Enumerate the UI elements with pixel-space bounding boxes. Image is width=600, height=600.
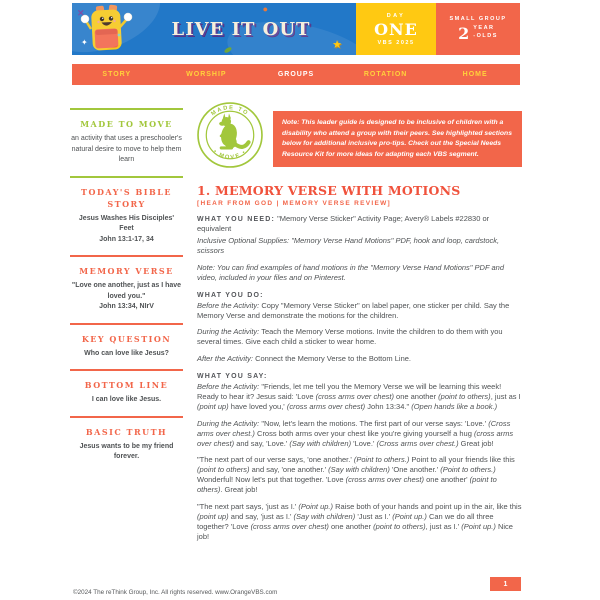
scripture-reference: John 13:34, NIrV: [99, 303, 154, 310]
do-during-paragraph: [197, 327, 522, 347]
made-to-move-kangaroo-badge-icon: [197, 102, 263, 168]
page-number-badge: 1: [490, 577, 521, 591]
do-after-paragraph: [197, 354, 522, 364]
day-label: DAY: [386, 12, 406, 19]
paragraph-text: Teach the Memory Verse motions. Invite the children to do them with you several times. Give each child a sticker to wear home.: [197, 327, 503, 347]
paragraph-lead: During the Activity:: [197, 327, 260, 337]
say-before-paragraph: [197, 382, 522, 412]
nav-bar: [72, 64, 520, 85]
say-just-as-i-paragraph: [197, 502, 522, 542]
activity-subtitle: [HEAR FROM GOD | MEMORY VERSE REVIEW]: [197, 200, 392, 207]
section-heading: BOTTOM LINE: [84, 380, 169, 390]
paragraph-text: Connect the Memory Verse to the Bottom Line.: [253, 354, 411, 364]
paragraph-lead: During the Activity:: [197, 418, 260, 428]
sidebar-section-key-question: [70, 325, 183, 370]
section-heading: KEY QUESTION: [81, 333, 172, 344]
scripture-reference: John 13:1-17, 34: [99, 235, 154, 243]
svg-text:• MOVE •: • MOVE •: [211, 148, 249, 161]
vbs-year-label: VBS 2025: [377, 39, 415, 46]
what-you-say-label: WHAT YOU SAY:: [197, 373, 268, 381]
paragraph-lead: After the Activity:: [197, 354, 253, 364]
section-heading: MEMORY VERSE: [79, 266, 174, 276]
paragraph-lead: Before the Activity:: [197, 300, 260, 310]
section-heading: BASIC TRUTH: [85, 426, 168, 437]
nav-tab-home[interactable]: HOME: [462, 71, 488, 78]
small-group-badge: [436, 3, 520, 55]
age-line2: -OLDS: [473, 33, 498, 39]
sidebar-section-made-to-move: [70, 110, 183, 176]
section-heading: MADE TO MOVE: [80, 119, 173, 129]
what-you-do-label: WHAT YOU DO:: [197, 291, 264, 299]
paragraph-text: Copy "Memory Verse Sticker" on label paper, one sticker per child. Say the Memory Verse and demonstrate the motions for the children.: [197, 300, 510, 320]
header-banner: [72, 3, 520, 55]
kangaroo-icon: [219, 113, 249, 149]
day-badge: [356, 3, 436, 55]
logo-title: LIVE IT OUT: [171, 18, 311, 40]
sidebar-section-bible-story: [70, 178, 183, 256]
hand-motions-note: Note: You can find examples of hand motions in the "Memory Verse Hand Motions" PDF and video, included in your files and on Pinterest.: [197, 262, 505, 282]
say-one-another-paragraph: [197, 455, 522, 495]
section-body: Who can love like Jesus?: [84, 349, 169, 357]
age-number: 2: [458, 23, 470, 43]
day-value: ONE: [374, 19, 418, 39]
paragraph-text: "The next part says, 'just as I.' (Point up.) Raise both of your hands and point up in the air, like this (point up) and say, 'just as I.' (Say with children) 'Just as I.' (Point up.) Can we do all three together? 'Love (cross arms over chest) one another (point to others), just as I.' (Point up.) Nice job!: [197, 502, 522, 541]
paragraph-text: "The next part of our verse says, 'one another.' (Point to others.) Point to all your friends like this (point to others) and say, 'one another.' (Say with children) 'One another.' (Point to others.) Wonderful! Now let's put that together. 'Love (cross arms over chest) one another' (point to others). Great job!: [197, 455, 515, 495]
logo-banner: [72, 3, 356, 55]
sidebar: [70, 108, 183, 473]
do-before-paragraph: [197, 301, 522, 321]
paragraph-lead: Before the Activity:: [197, 382, 260, 392]
what-you-need-label: WHAT YOU NEED:: [197, 216, 275, 223]
star-icon: ★: [332, 39, 342, 51]
small-group-label: SMALL GROUP: [449, 15, 507, 22]
nav-tab-groups[interactable]: GROUPS: [277, 71, 315, 78]
main-content: [197, 102, 522, 542]
section-heading: TODAY'S BIBLE STORY: [81, 186, 172, 209]
nav-tab-rotation[interactable]: ROTATION: [363, 71, 408, 78]
inclusive-supplies: Inclusive Optional Supplies: "Memory Verse Hand Motions" PDF, hook and loop, cardstock, scissors: [197, 236, 500, 256]
paragraph-text: "Friends, let me tell you the Memory Verse we will be learning this week! Ready to hear it? Jesus said: 'Love (cross arms over chest) one another (point to others), just as I (point up) have loved you,' (cross arms over chest) John 13:34." (Open hands like a book.): [197, 382, 521, 411]
nav-tab-worship[interactable]: WORSHIP: [186, 71, 227, 78]
sidebar-section-bottom-line: [70, 371, 183, 416]
what-you-need-text: "Memory Verse Sticker" Activity Page; Avery® Labels #22830 or equivalent: [197, 214, 490, 234]
svg-text:MADE TO: MADE TO: [210, 105, 250, 118]
what-you-need: [197, 214, 522, 234]
inclusive-note-box: Note: This leader guide is designed to be inclusive of children with a disability who attend a group with their peers. See highlighted sections below for additional inclusive pro-tips. Check out the Special Needs Resource Kit for more ideas for adapting each VBS segment.: [273, 111, 522, 167]
sparkle-icon: ✦: [81, 38, 88, 47]
nav-tab-story[interactable]: STORY: [102, 71, 132, 78]
age-line1: YEAR: [473, 25, 495, 32]
sidebar-section-memory-verse: [70, 257, 183, 323]
section-body: "Love one another, just as I have loved you.": [71, 282, 182, 300]
section-body: I can love like Jesus.: [91, 396, 162, 403]
x-doodle-icon: ✕: [77, 8, 85, 18]
section-body: Jesus wants to be my friend forever.: [79, 442, 174, 460]
say-during-paragraph: [197, 419, 522, 449]
section-body: Jesus Washes His Disciples' Feet: [78, 214, 175, 232]
section-body: an activity that uses a preschooler's natural desire to move to help them learn: [71, 135, 182, 163]
sidebar-section-basic-truth: [70, 418, 183, 473]
copyright-text: ©2024 The reThink Group, Inc. All rights reserved. www.OrangeVBS.com: [73, 589, 278, 596]
paragraph-text: "Now, let's learn the motions. The first part of our verse says: 'Love.' (Cross arms over chest.) Cross both arms over your chest like you're giving yourself a hug (cross arms over chest) and say, 'Love.' (Say with children) 'Love.' (Cross arms over chest.) Great job!: [197, 418, 514, 448]
ball-icon: ●: [262, 4, 268, 14]
activity-title: 1. MEMORY VERSE WITH MOTIONS: [197, 183, 461, 198]
